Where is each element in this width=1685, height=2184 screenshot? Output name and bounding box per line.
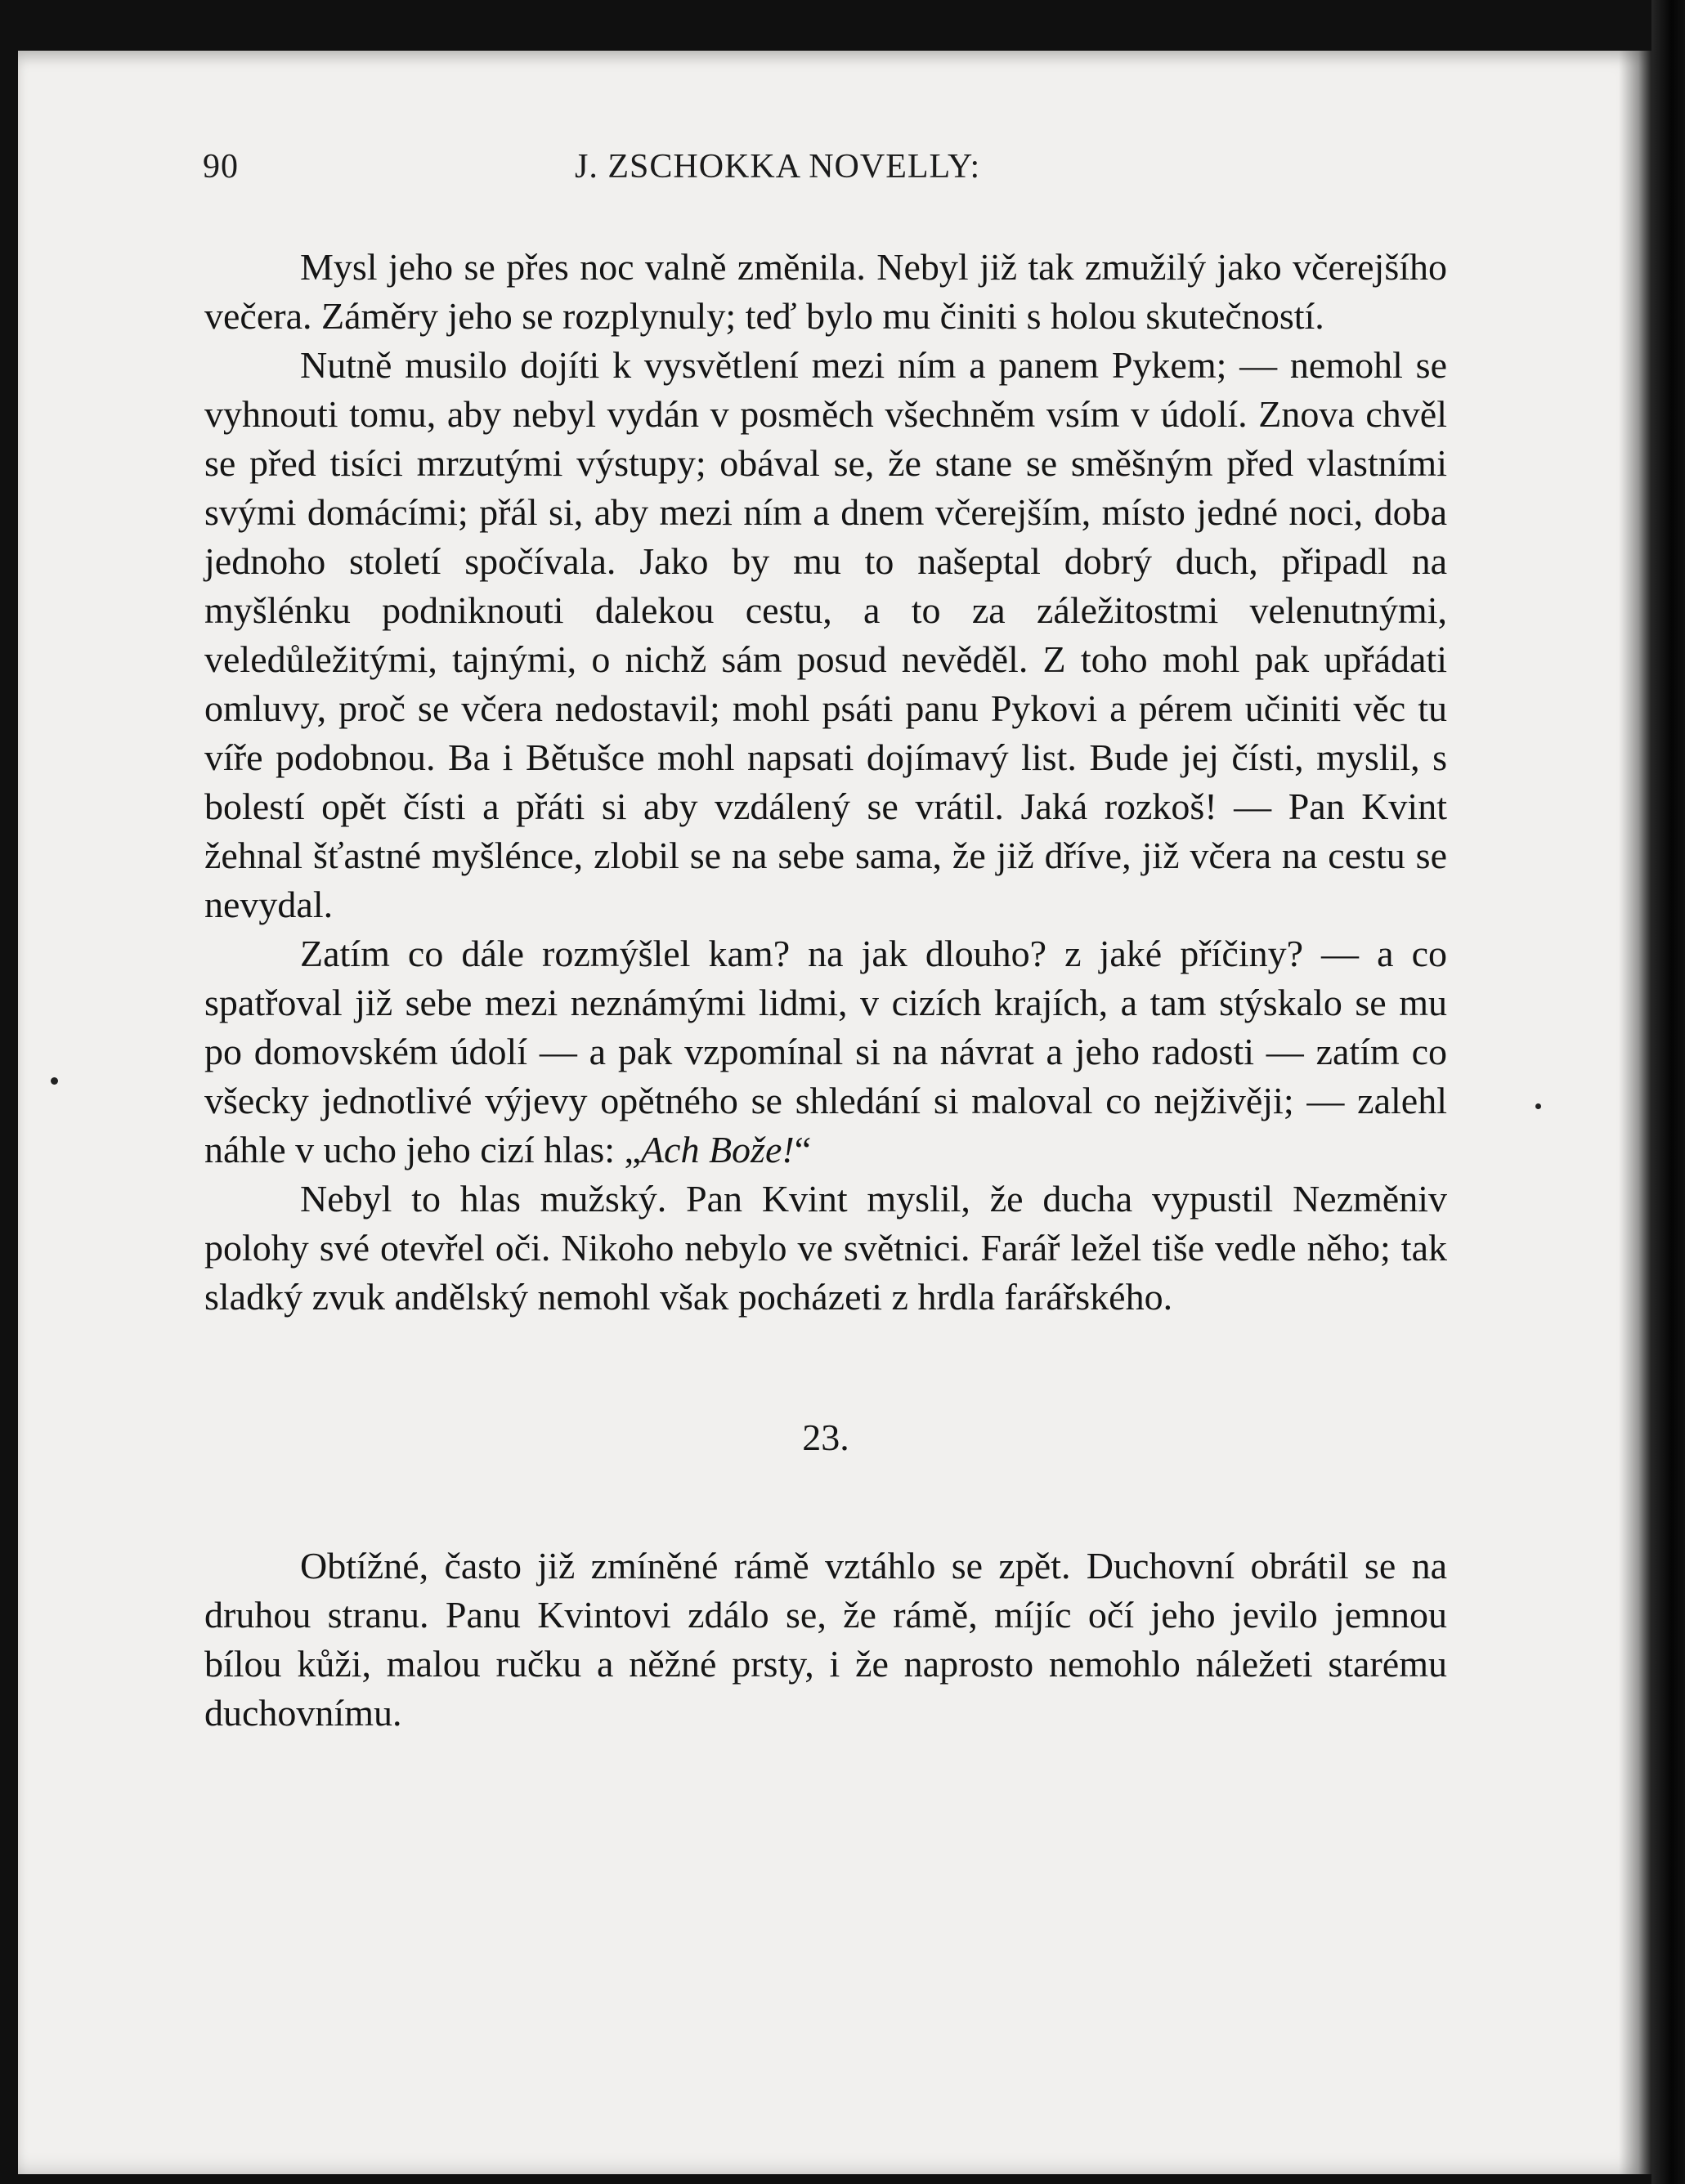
quoted-exclamation: Ach Bože! [640,1129,795,1170]
paragraph-2: Nutně musilo dojíti k vysvětlení mezi ním a panem Pykem; — nemohl se vyhnouti tomu, aby nebyl vydán v posměch všechněm vsím v údolí. Znova chvěl se před tisíci mrzutými výstupy; obával se, že stane se směšným před vlastními svými domácími; přál si, aby mezi ním a dnem včerejším, místo jedné noci, doba jednoho století spočívala. Jako by mu to našeptal dobrý duch, připadl na myšlénku podniknouti dalekou cestu, a to za záležitostmi velenutnými, veledůležitými, tajnými, o nichž sám posud nevěděl. Z toho mohl pak upřádati omluvy, proč se včera nedostavil; mohl psáti panu Pykovi a pérem učiniti věc tu víře podobnou. Ba i Bětušce mohl napsati dojímavý list. Bude jej čísti, myslil, s bolestí opět čísti a přáti si aby vzdálený se vrátil. Jaká rozkoš! — Pan Kvint žehnal šťastné myšlénce, zlobil se na sebe sama, že již dříve, již včera na cestu se nevydal. [204,344,1447,925]
closing-quote: “ [794,1129,812,1170]
running-head: J. ZSCHOKKA NOVELLY: [575,148,981,186]
scan-speck [1535,1103,1541,1109]
scan-speck [51,1077,58,1085]
chapter-number: 23. [802,1416,849,1458]
paragraph-3 [204,929,1447,1175]
page-edge-shadow [1619,51,1651,2174]
paragraph-4: Nebyl to hlas mužský. Pan Kvint myslil, že ducha vypustil Nezměniv polohy své otevřel oči. Nikoho nebylo ve světnici. Farář ležel tiše vedle něho; tak sladký zvuk andělský nemohl však pocházeti z hrdla farářského. [204,1178,1447,1318]
paragraph-1: Mysl jeho se přes noc valně změnila. Nebyl již tak zmužilý jako včerejšího večera. Záměry jeho se rozplynuly; teď bylo mu činiti s holou skutečností. [204,246,1447,337]
paragraph-3-start: Zatím co dále rozmýšlel kam? na jak dlouho? z jaké příčiny? — a co spatřoval již sebe mezi neznámými lidmi, v cizích krajích, a tam stýskalo se mu po domovském údolí — a pak vzpomínal si na návrat a jeho radosti — zatím co všecky jednotlivé výjevy opětného se shledání si maloval co nejživěji; — zalehl náhle v ucho jeho cizí hlas: „ [204,933,1447,1170]
paragraph-5: Obtížné, často již zmíněné rámě vztáhlo se zpět. Duchovní obrátil se na druhou stranu. Panu Kvintovi zdálo se, že rámě, míjíc očí jeho jevilo jemnou bílou kůži, malou ručku a něžné prsty, i že naprosto nemohlo náležeti starému duchovnímu. [204,1545,1447,1734]
body-text [204,243,1447,1738]
page-number: 90 [203,148,239,186]
binding-edge [1651,0,1685,2184]
